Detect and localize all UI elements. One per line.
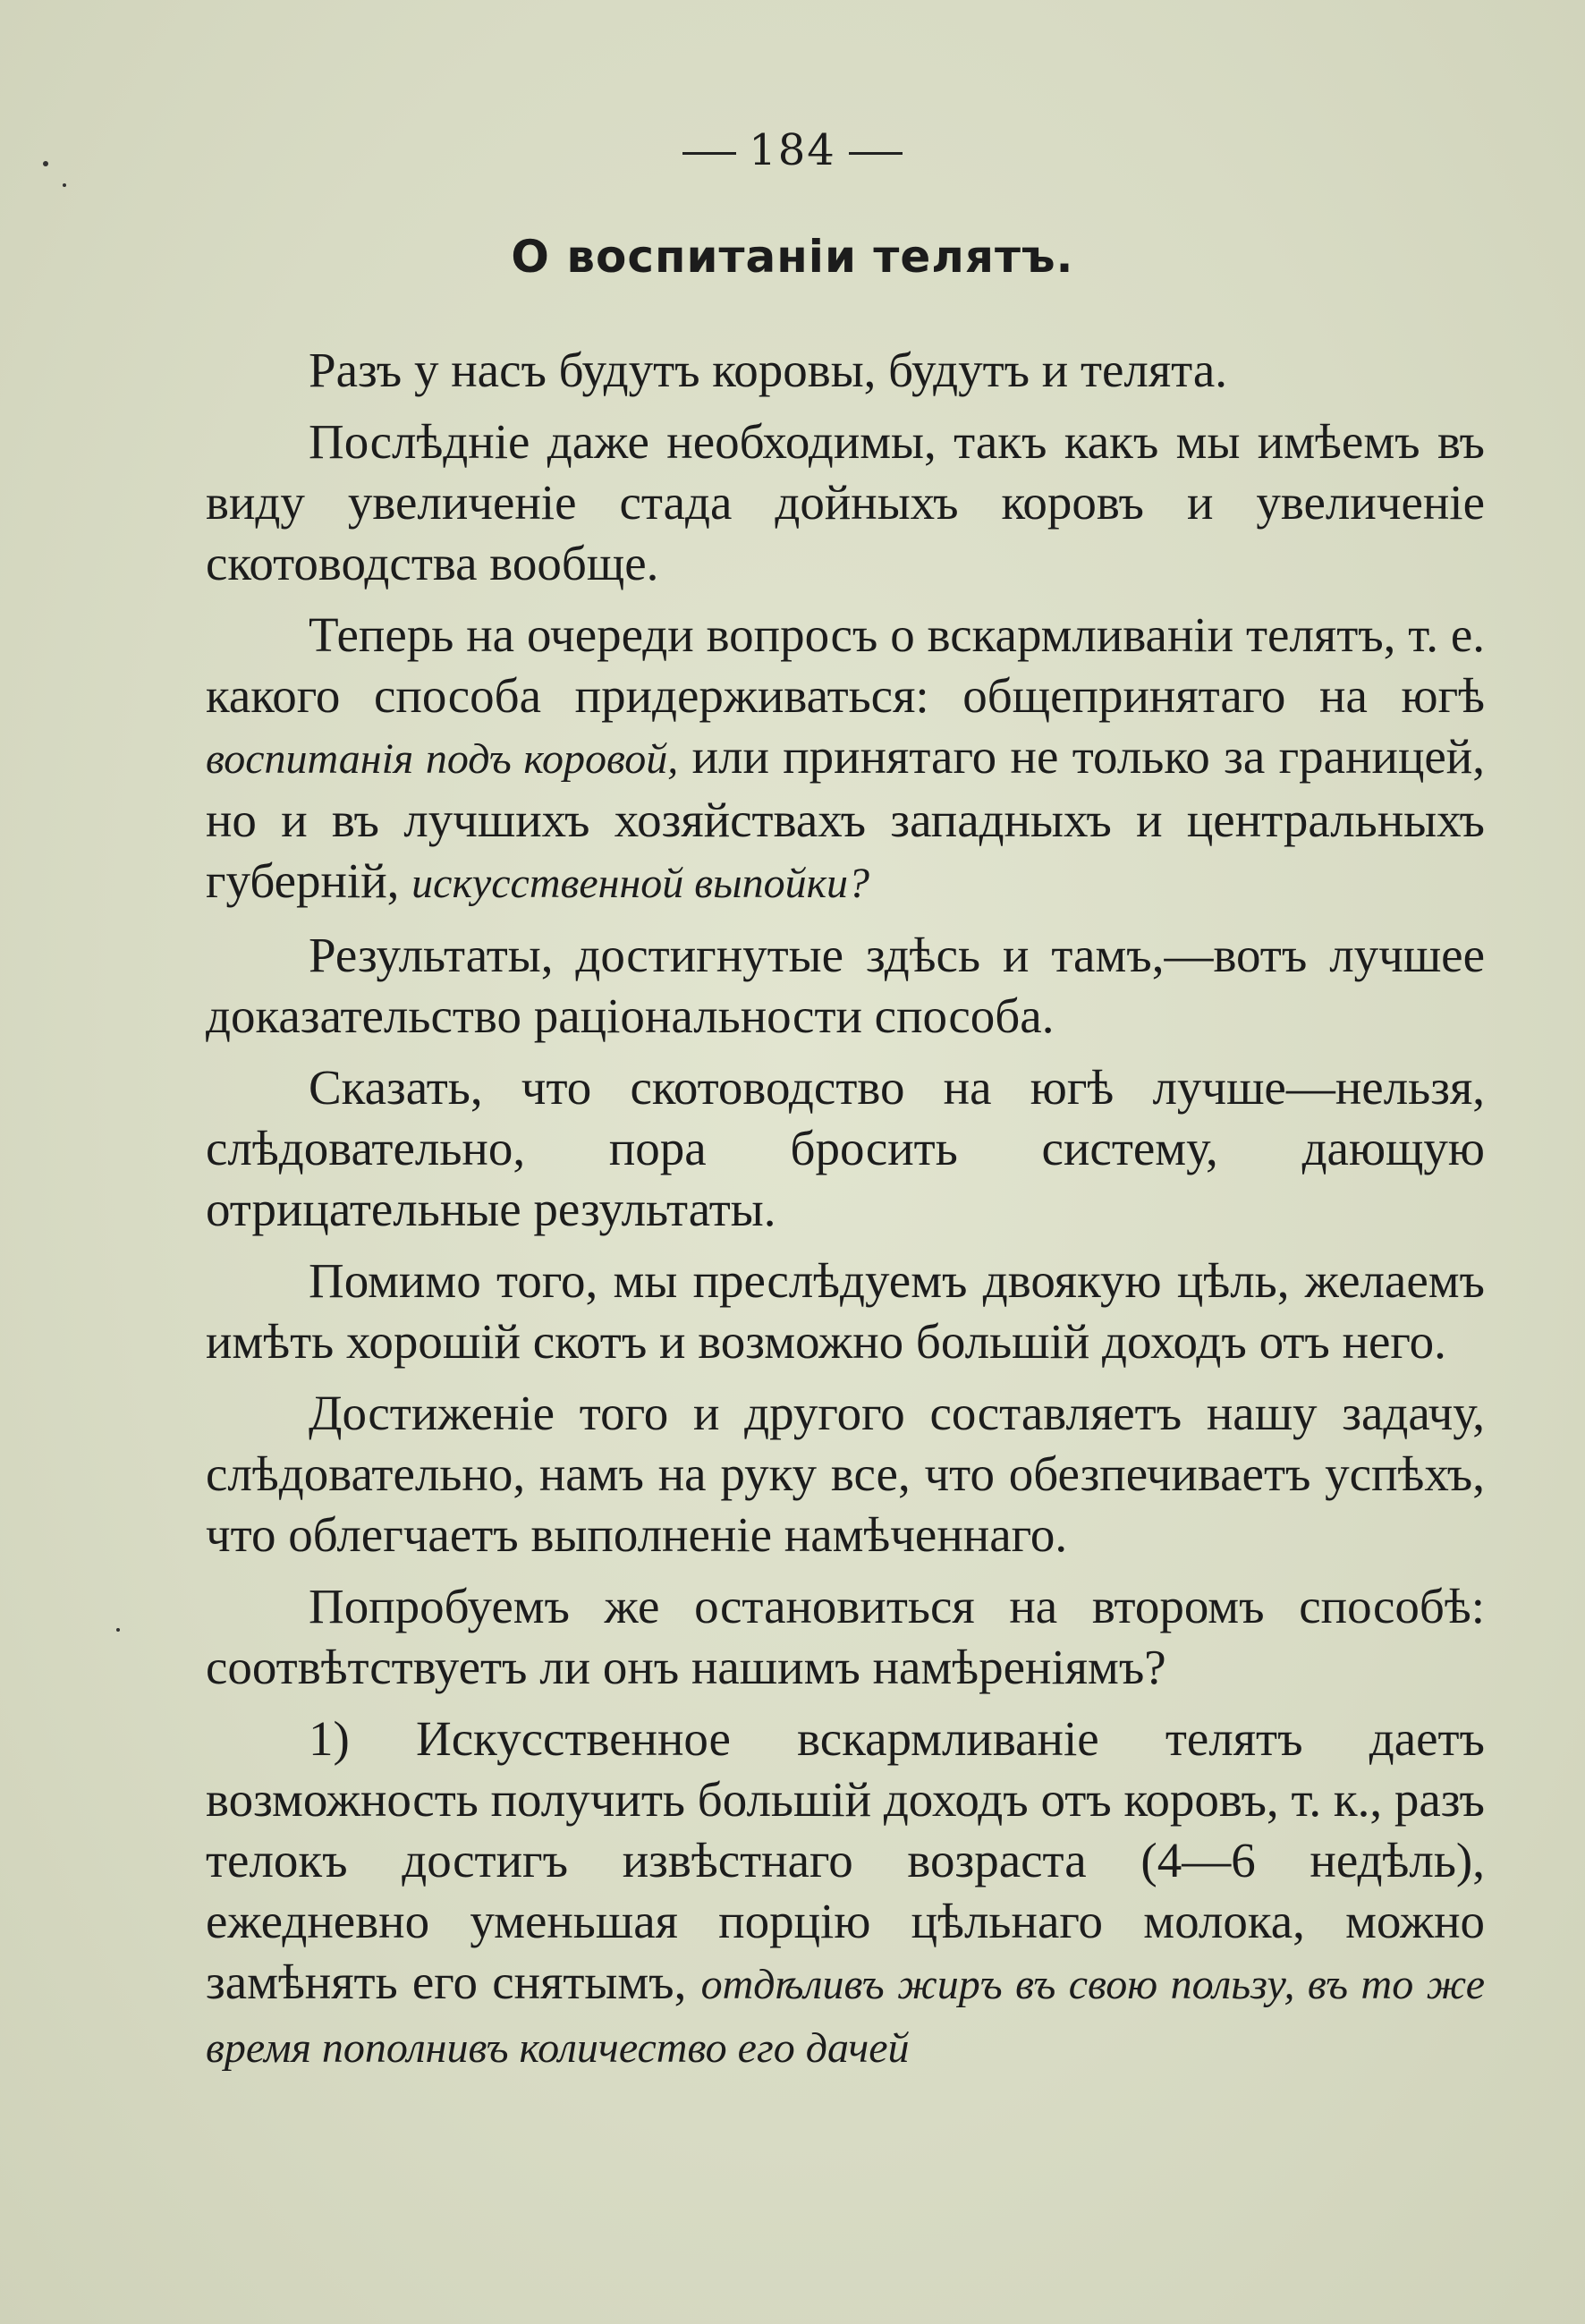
paragraph-9-text-1: 1) Искусственное вскармливанiе телятъ даетъ возможность получить большiй доходъ отъ коровъ, т. к., разъ телокъ достигъ извѣстнаго возраста (4—6 недѣль), ежедневно уменьшая порцiю цѣльнаго молока, можно замѣнять его снятымъ, — [206, 1711, 1485, 2009]
paragraph-3-italic-2: искусственной выпойки? — [411, 860, 870, 907]
paragraph-3 — [206, 605, 1485, 914]
paragraph-3-text-1: Теперь на очереди вопросъ о вскармливанiи телятъ, т. е. какого способа придерживаться: общепринятаго на югѣ — [206, 607, 1485, 723]
body-text — [206, 340, 1485, 2090]
print-speck — [43, 161, 48, 166]
left-dash — [682, 152, 736, 155]
right-dash — [849, 152, 903, 155]
print-speck — [63, 183, 66, 187]
paragraph-5: Сказать, что скотоводство на югѣ лучше—нельзя, слѣдовательно, пора бросить систему, дающую отрицательные результаты. — [206, 1060, 1485, 1236]
paragraph-7: Достиженiе того и другого составляетъ нашу задачу, слѣдовательно, намъ на руку все, что обезпечиваетъ успѣхъ, что облегчаетъ выполненiе намѣченнаго. — [206, 1386, 1485, 1562]
page-number-value: 184 — [749, 125, 836, 175]
paragraph-2: Послѣднiе даже необходимы, такъ какъ мы имѣемъ въ виду увеличенiе стада дойныхъ коровъ и увеличенiе скотоводства вообще. — [206, 414, 1485, 590]
paragraph-8: Попробуемъ же остановиться на второмъ способѣ: соотвѣтствуетъ ли онъ нашимъ намѣренiямъ? — [206, 1579, 1485, 1694]
chapter-title: О воспитанiи телятъ. — [511, 231, 1074, 283]
page-number — [0, 125, 1585, 175]
paragraph-3-text-2: или принятаго не только за границей, но и въ лучшихъ хозяйствахъ западныхъ и центральныхъ губернiй, — [206, 729, 1485, 908]
paragraph-6: Помимо того, мы преслѣдуемъ двоякую цѣль, желаемъ имѣть хорошiй скотъ и возможно большiй доходъ отъ него. — [206, 1253, 1485, 1369]
print-speck — [116, 1628, 120, 1632]
paragraph-9-italic-1: отдѣливъ жиръ въ свою пользу, въ то же время пополнивъ количество его дачей — [206, 1961, 1486, 2072]
paragraph-3-italic-1: воспитанiя подъ коровой, — [206, 735, 679, 783]
paragraph-4: Результаты, достигнутые здѣсь и тамъ,—вотъ лучшее доказательство рацiональности способа. — [206, 928, 1485, 1043]
paragraph-9 — [206, 1709, 1485, 2079]
paragraph-1: Разъ у насъ будутъ коровы, будутъ и телята. — [309, 343, 1228, 397]
